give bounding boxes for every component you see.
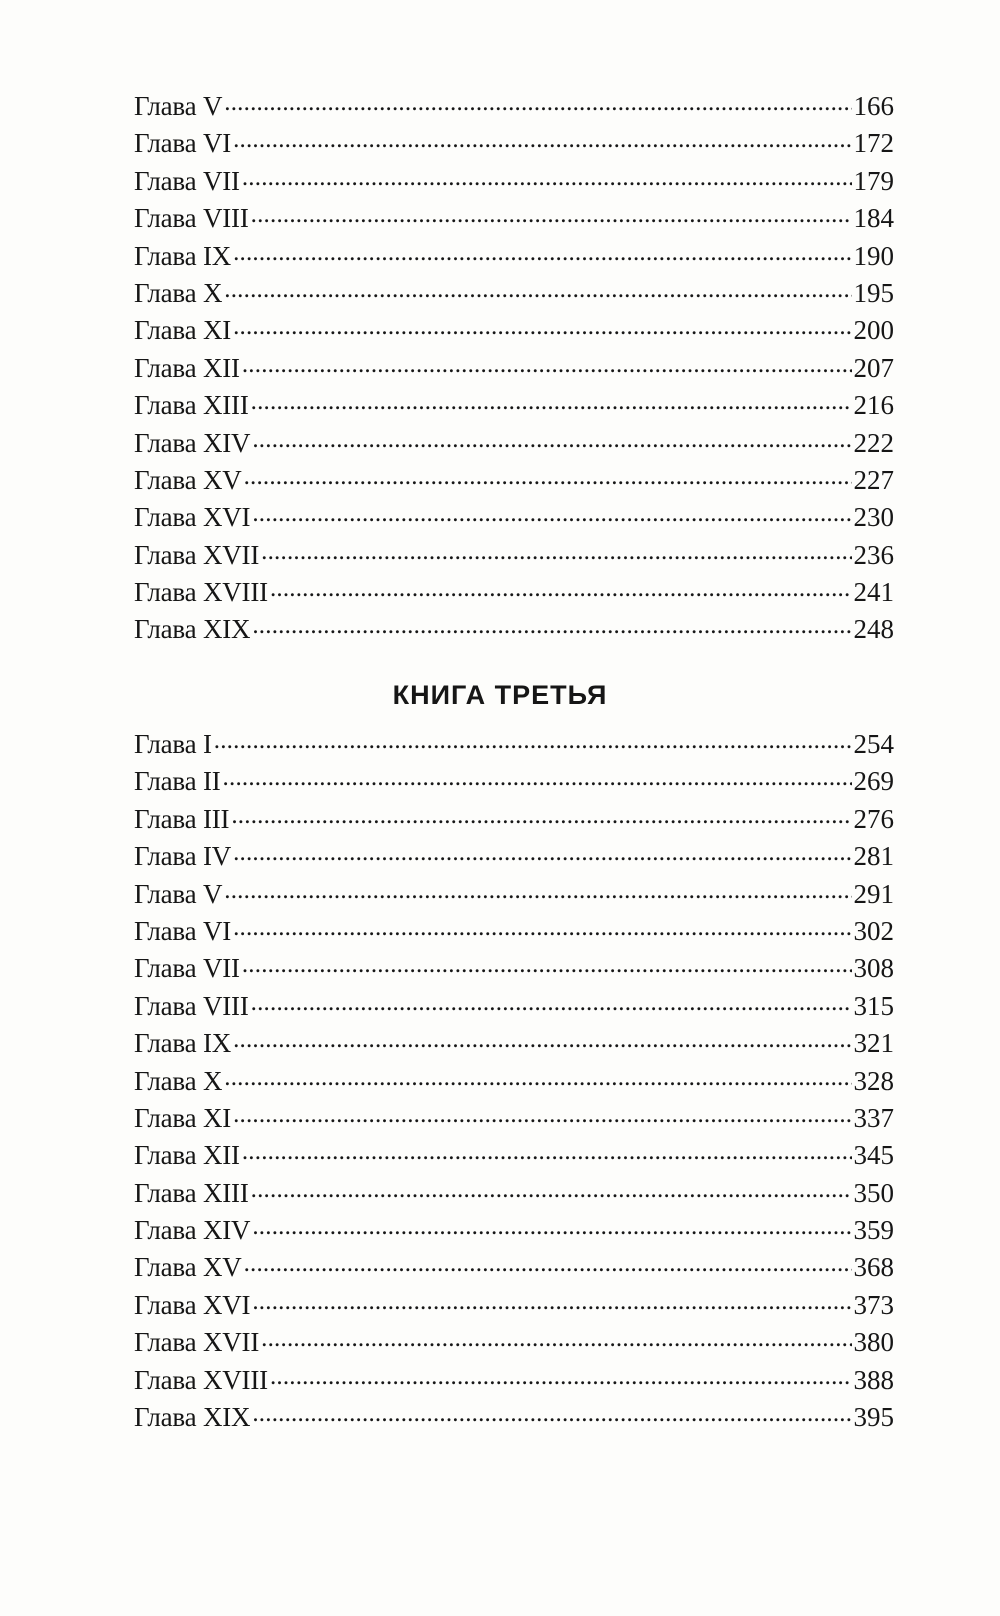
- chapter-label: Глава VI: [134, 915, 232, 946]
- dot-leader: [242, 163, 852, 190]
- chapter-label: Глава IV: [134, 841, 232, 872]
- dot-leader: [233, 238, 851, 265]
- chapter-label: Глава XVI: [134, 1289, 251, 1320]
- chapter-label: Глава XIV: [134, 1215, 251, 1246]
- dot-leader: [231, 801, 851, 828]
- page-number: 190: [853, 240, 894, 271]
- page-number: 195: [853, 277, 894, 308]
- dot-leader: [233, 838, 851, 865]
- toc-row[interactable]: [134, 125, 894, 162]
- chapter-label: Глава XV: [134, 464, 242, 495]
- chapter-label: Глава V: [134, 878, 223, 909]
- toc-row[interactable]: [134, 1324, 894, 1361]
- toc-row[interactable]: [134, 1137, 894, 1174]
- page-number: 227: [853, 464, 894, 495]
- toc-row[interactable]: [134, 988, 894, 1025]
- chapter-label: Глава XVI: [134, 502, 251, 533]
- page-number: 216: [853, 390, 894, 421]
- dot-leader: [244, 1249, 852, 1276]
- chapter-label: Глава II: [134, 766, 221, 797]
- chapter-label: Глава IX: [134, 1028, 232, 1059]
- dot-leader: [233, 1100, 851, 1127]
- dot-leader: [252, 499, 851, 526]
- toc-row[interactable]: [134, 1212, 894, 1249]
- page-number: 380: [853, 1327, 894, 1358]
- toc-row[interactable]: [134, 387, 894, 424]
- dot-leader: [214, 726, 852, 753]
- toc-row[interactable]: [134, 200, 894, 237]
- page-number: 236: [853, 539, 894, 570]
- dot-leader: [224, 88, 851, 115]
- book-three-heading: КНИГА ТРЕТЬЯ: [392, 680, 608, 710]
- dot-leader: [252, 425, 851, 452]
- toc-row[interactable]: [134, 238, 894, 275]
- page-number: 368: [853, 1252, 894, 1283]
- page-number: 350: [853, 1177, 894, 1208]
- page-number: 230: [853, 502, 894, 533]
- page-number: 254: [853, 729, 894, 759]
- chapter-label: Глава XII: [134, 352, 240, 383]
- toc-row[interactable]: [134, 1100, 894, 1137]
- chapter-label: Глава XVII: [134, 1327, 260, 1358]
- dot-leader: [242, 1137, 852, 1164]
- dot-leader: [251, 988, 852, 1015]
- toc-row[interactable]: [134, 462, 894, 499]
- toc-row[interactable]: [134, 763, 894, 800]
- chapter-label: Глава VII: [134, 953, 240, 984]
- toc-row[interactable]: [134, 1063, 894, 1100]
- page-number: 281: [853, 841, 894, 872]
- chapter-label: Глава XI: [134, 315, 232, 346]
- dot-leader: [252, 611, 851, 638]
- dot-leader: [261, 1324, 851, 1351]
- page-number: 222: [853, 427, 894, 458]
- dot-leader: [251, 200, 852, 227]
- page-number: 276: [853, 803, 894, 834]
- page-number: 291: [853, 878, 894, 909]
- dot-leader: [251, 1175, 852, 1202]
- dot-leader: [252, 1212, 851, 1239]
- toc-row[interactable]: [134, 499, 894, 536]
- dot-leader: [244, 462, 852, 489]
- dot-leader: [224, 1063, 851, 1090]
- chapter-label: Глава XIX: [134, 1402, 251, 1433]
- page-number: 172: [853, 128, 894, 159]
- toc-row[interactable]: [134, 1249, 894, 1286]
- toc-row[interactable]: [134, 1025, 894, 1062]
- toc-row[interactable]: [134, 574, 894, 611]
- toc-row[interactable]: [134, 275, 894, 312]
- chapter-label: Глава V: [134, 91, 223, 121]
- page-number: 321: [853, 1028, 894, 1059]
- page-number: 328: [853, 1065, 894, 1096]
- chapter-label: Глава XIII: [134, 390, 249, 421]
- dot-leader: [223, 763, 852, 790]
- chapter-label: Глава VIII: [134, 990, 249, 1021]
- dot-leader: [270, 1362, 852, 1389]
- toc-row[interactable]: [134, 425, 894, 462]
- dot-leader: [251, 387, 852, 414]
- page-number: 302: [853, 915, 894, 946]
- dot-leader: [252, 1399, 851, 1426]
- toc-row[interactable]: [134, 163, 894, 200]
- dot-leader: [233, 913, 851, 940]
- dot-leader: [233, 312, 851, 339]
- page-number: 308: [853, 953, 894, 984]
- toc-row[interactable]: [134, 312, 894, 349]
- chapter-label: Глава XIX: [134, 614, 251, 645]
- toc-row[interactable]: [134, 801, 894, 838]
- toc-row[interactable]: [134, 876, 894, 913]
- chapter-label: Глава X: [134, 1065, 223, 1096]
- toc-row[interactable]: [134, 1399, 894, 1436]
- page-number: 248: [853, 614, 894, 645]
- toc-row[interactable]: [134, 611, 894, 648]
- chapter-label: Глава XVIII: [134, 1364, 268, 1395]
- toc-row[interactable]: [134, 88, 894, 125]
- toc-row[interactable]: [134, 838, 894, 875]
- toc-row[interactable]: [134, 950, 894, 987]
- toc-row[interactable]: [134, 1362, 894, 1399]
- page-number: 359: [853, 1215, 894, 1246]
- chapter-label: Глава III: [134, 803, 230, 834]
- chapter-label: Глава VIII: [134, 203, 249, 234]
- chapter-label: Глава VII: [134, 165, 240, 196]
- dot-leader: [252, 1287, 851, 1314]
- page-number: 200: [853, 315, 894, 346]
- toc-row[interactable]: [134, 537, 894, 574]
- page-number: 179: [853, 165, 894, 196]
- chapter-label: Глава VI: [134, 128, 232, 159]
- dot-leader: [224, 876, 851, 903]
- toc-row[interactable]: [134, 1287, 894, 1324]
- dot-leader: [233, 125, 851, 152]
- page-number: 207: [853, 352, 894, 383]
- page-number: 241: [853, 577, 894, 608]
- dot-leader: [224, 275, 851, 302]
- toc-list-book-three: [134, 726, 894, 1436]
- dot-leader: [261, 537, 851, 564]
- toc-row[interactable]: [134, 1175, 894, 1212]
- page-number: 337: [853, 1102, 894, 1133]
- chapter-label: Глава X: [134, 277, 223, 308]
- page-number: 395: [853, 1402, 894, 1433]
- chapter-label: Глава XII: [134, 1140, 240, 1171]
- toc-row[interactable]: [134, 350, 894, 387]
- chapter-label: Глава IX: [134, 240, 232, 271]
- dot-leader: [242, 950, 852, 977]
- chapter-label: Глава XV: [134, 1252, 242, 1283]
- toc-row[interactable]: [134, 726, 894, 763]
- chapter-label: Глава XVIII: [134, 577, 268, 608]
- page-number: 373: [853, 1289, 894, 1320]
- dot-leader: [242, 350, 852, 377]
- dot-leader: [233, 1025, 851, 1052]
- dot-leader: [270, 574, 852, 601]
- page-number: 269: [853, 766, 894, 797]
- toc-row[interactable]: [134, 913, 894, 950]
- page-number: 184: [853, 203, 894, 234]
- chapter-label: Глава XIV: [134, 427, 251, 458]
- chapter-label: Глава XVII: [134, 539, 260, 570]
- chapter-label: Глава XI: [134, 1102, 232, 1133]
- toc-list-book-two: [134, 88, 894, 649]
- page-number: 315: [853, 990, 894, 1021]
- chapter-label: Глава I: [134, 729, 212, 759]
- chapter-label: Глава XIII: [134, 1177, 249, 1208]
- page-number: 345: [853, 1140, 894, 1171]
- page-number: 166: [853, 91, 894, 121]
- page-number: 388: [853, 1364, 894, 1395]
